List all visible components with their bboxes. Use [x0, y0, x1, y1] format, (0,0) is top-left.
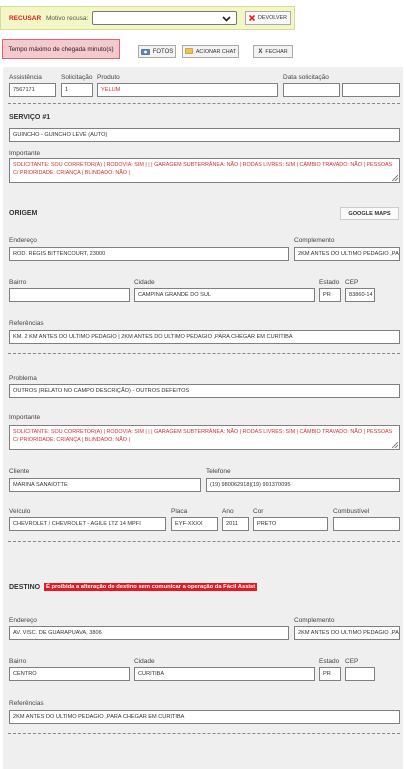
close-icon: X: [258, 48, 263, 55]
destination-complement-field[interactable]: 2KM ANTES DO ULTIMO PEDAGIO ,PA: [294, 626, 400, 640]
return-button[interactable]: [245, 11, 291, 25]
problem-important-label: Importante: [9, 414, 41, 421]
problem-label: Problema: [9, 375, 37, 382]
destination-district-field[interactable]: CENTRO: [9, 667, 130, 681]
divider: [8, 353, 400, 354]
request-label: Solicitação: [61, 74, 93, 81]
color-label: Cor: [253, 508, 264, 515]
resize-handle-icon[interactable]: [392, 175, 398, 181]
request-field[interactable]: 1: [61, 83, 93, 97]
service-important-textarea[interactable]: [9, 158, 400, 183]
fuel-field[interactable]: [333, 517, 400, 531]
origin-title: ORIGEM: [9, 210, 38, 217]
product-field[interactable]: YELUM: [97, 83, 278, 97]
destination-complement-label: Complemento: [294, 617, 335, 624]
phone-label: Telefone: [206, 468, 231, 475]
vehicle-label: Veículo: [9, 508, 31, 515]
destination-cep-field[interactable]: [345, 667, 375, 681]
origin-references-field[interactable]: KM. 2 KM ANTES DO ULTIMO PEDAGIO | 2KM ANTES DO ULTIMO PEDAGIO ,PARA CHEGAR EM CURITIBA: [9, 330, 400, 344]
client-field[interactable]: MARINA SANAIOTTE: [9, 478, 201, 492]
plate-field[interactable]: EYF-XXXX: [171, 517, 218, 531]
google-maps-button-label: GOOGLE MAPS: [348, 210, 391, 217]
refuse-bar: [0, 6, 295, 30]
destination-warning: É proibida a alteração de destino sem comunicar a operação da Fácil Assist: [46, 584, 256, 590]
vehicle-field[interactable]: CHEVROLET / CHEVROLET - AGILE LTZ 14 MPFI: [9, 517, 166, 531]
origin-city-label: Cidade: [134, 279, 155, 286]
origin-complement-field[interactable]: 2KM ANTES DO ULTIMO PEDAGIO ,PA: [294, 247, 400, 261]
origin-address-field[interactable]: ROD. RÉGIS BITTENCOURT, 23000: [9, 247, 289, 261]
divider: [8, 103, 400, 104]
problem-field[interactable]: OUTROS (RELATO NO CAMPO DESCRIÇÃO) - OUTROS DEFEITOS: [9, 384, 400, 398]
assistance-label: Assistência: [9, 74, 42, 81]
fuel-label: Combustível: [333, 508, 370, 515]
refuse-reason-label: Motivo recusa:: [46, 15, 89, 22]
close-button-label: FECHAR: [265, 48, 288, 55]
destination-title: DESTINO: [9, 584, 41, 591]
divider: [8, 541, 400, 542]
destination-state-label: Estado: [319, 658, 340, 665]
color-field[interactable]: PRETO: [253, 517, 328, 531]
destination-city-label: Cidade: [134, 658, 155, 665]
close-x-icon: [249, 15, 255, 21]
destination-references-field[interactable]: 2KM ANTES DO ULTIMO PEDAGIO ,PARA CHEGAR EM CURITIBA: [9, 710, 400, 724]
destination-district-label: Bairro: [9, 658, 27, 665]
close-button[interactable]: [253, 45, 293, 58]
product-label: Produto: [97, 74, 120, 81]
problem-important-text: SOLICITANTE: SOU CORRETOR(A) | RODOVIA: SIM | | | GARAGEM SUBTERRÂNEA: NÃO | RODAS LIVRES: SIM | CÂMBIO TRAVADO: NÃO | PESSOAS C/ PRIORIDADE: CRIANÇA | BLINDADO: NÃO |: [13, 429, 393, 443]
refuse-label: RECUSAR: [9, 15, 42, 22]
origin-district-label: Bairro: [9, 279, 27, 286]
destination-address-label: Endereço: [9, 617, 37, 624]
resize-handle-icon[interactable]: [392, 442, 398, 448]
request-time-field[interactable]: [342, 83, 400, 97]
chat-icon: [185, 48, 193, 55]
plate-label: Placa: [171, 508, 188, 515]
origin-state-field[interactable]: PR: [319, 288, 341, 302]
request-date-field[interactable]: [283, 83, 340, 97]
camera-icon: [141, 48, 150, 55]
origin-address-label: Endereço: [9, 237, 37, 244]
destination-city-field[interactable]: CURITIBA: [134, 667, 315, 681]
divider: [8, 733, 400, 734]
request-date-label: Data solicitação: [283, 74, 329, 81]
photos-button[interactable]: [138, 45, 176, 58]
destination-references-label: Referências: [9, 700, 44, 707]
arrival-time-badge: [2, 39, 120, 59]
refuse-reason-select[interactable]: [92, 11, 237, 25]
service-important-label: Importante: [9, 150, 41, 157]
origin-district-field[interactable]: [9, 288, 130, 302]
year-field[interactable]: 2011: [222, 517, 249, 531]
destination-address-field[interactable]: AV. VISC. DE GUARAPUAVA, 3806: [9, 626, 289, 640]
origin-complement-label: Complemento: [294, 237, 335, 244]
origin-references-label: Referências: [9, 320, 44, 327]
service-type-field[interactable]: GUINCHO - GUINCHO LEVE (AUTO): [9, 128, 400, 142]
chevron-down-icon: [222, 16, 231, 22]
problem-important-textarea[interactable]: [9, 425, 400, 450]
client-label: Cliente: [9, 468, 30, 475]
origin-city-field[interactable]: CAMPINA GRANDE DO SUL: [134, 288, 315, 302]
open-chat-button[interactable]: [182, 45, 239, 58]
assistance-field[interactable]: 7567171: [9, 83, 56, 97]
year-label: Ano: [222, 508, 234, 515]
origin-state-label: Estado: [319, 279, 340, 286]
google-maps-button[interactable]: [340, 207, 399, 220]
origin-cep-label: CEP: [345, 279, 359, 286]
service-title: SERVIÇO #1: [9, 114, 51, 121]
origin-cep-field[interactable]: 83860-14: [345, 288, 375, 302]
return-button-label: DEVOLVER: [258, 15, 287, 21]
open-chat-button-label: ACIONAR CHAT: [195, 48, 237, 55]
arrival-time-label: Tempo máximo de chegada minuto(s): [8, 45, 114, 53]
destination-state-field[interactable]: PR: [319, 667, 341, 681]
destination-cep-label: CEP: [345, 658, 359, 665]
photos-button-label: FOTOS: [152, 48, 174, 55]
service-important-text: SOLICITANTE: SOU CORRETOR(A) | RODOVIA: SIM | | | GARAGEM SUBTERRÂNEA: NÃO | RODAS LIVRES: SIM | CÂMBIO TRAVADO: NÃO | PESSOAS C/ PRIORIDADE: CRIANÇA | BLINDADO: NÃO |: [13, 162, 393, 176]
phone-field[interactable]: (19) 980062918|(19) 991370095: [206, 478, 400, 492]
